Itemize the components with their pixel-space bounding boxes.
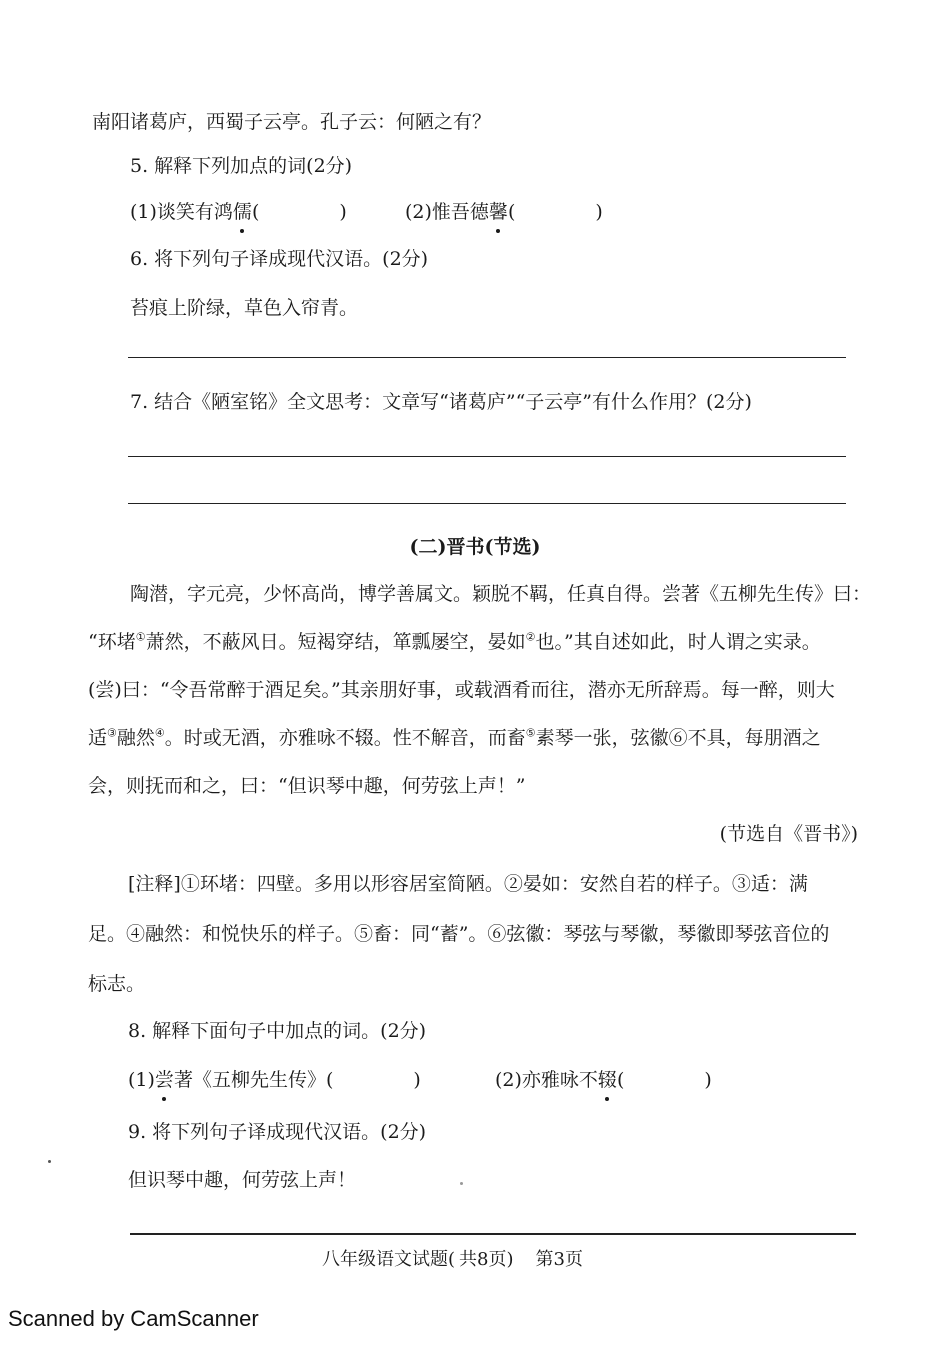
page-number: 第3页 [535, 1249, 583, 1270]
dotted-word: 尝 [155, 1066, 174, 1094]
answer-line[interactable] [128, 503, 846, 504]
item-text: (2)惟吾德 [405, 201, 489, 223]
item-text: (1) [128, 1069, 155, 1091]
passage-text: 。时或无酒，亦雅咏不辍。性不解音，而畜 [164, 727, 526, 749]
item-text: (1)谈笑有鸿 [130, 201, 233, 223]
scan-speck [48, 1160, 51, 1163]
notes-line: 标志。 [88, 973, 146, 995]
dotted-word: 儒 [233, 198, 252, 226]
notes-line: 足。④融然：和悦快乐的样子。⑤畜：同“蓄”。⑥弦徽：琴弦与琴徽，琴徽即琴弦音位的 [88, 923, 830, 945]
total-pages: 共8页) [459, 1249, 514, 1270]
answer-line[interactable] [128, 456, 846, 457]
passage-line [88, 628, 821, 656]
dotted-word: 馨 [489, 198, 508, 226]
item-text: (2)亦雅咏不 [495, 1069, 598, 1091]
footnote-marker: ③ [107, 726, 117, 740]
question-8-prompt: 8. 解释下面句子中加点的词。(2分) [128, 1020, 427, 1042]
answer-open-paren: ( [507, 201, 516, 223]
footnote-marker: ④ [154, 726, 165, 740]
page-footer [322, 1248, 583, 1272]
footnote-marker: ② [525, 630, 536, 644]
passage-text: 适 [88, 727, 108, 749]
footer-rule [130, 1233, 856, 1235]
question-9-prompt: 9. 将下列句子译成现代汉语。(2分) [128, 1121, 427, 1143]
item-text: 著《五柳先生传》( [173, 1069, 334, 1091]
answer-open-paren: ( [616, 1069, 625, 1091]
passage-text: 萧然，不蔽风日。短褐穿结，箪瓢屡空，晏如 [145, 631, 526, 653]
question-7-prompt: 7. 结合《陋室铭》全文思考：文章写“诸葛庐”“子云亭”有什么作用？(2分) [130, 391, 752, 413]
passage-line [88, 724, 821, 752]
exam-title: 八年级语文试题( [322, 1249, 456, 1270]
scanner-watermark: Scanned by CamScanner [8, 1306, 259, 1331]
footnote-marker: ⑤ [525, 726, 536, 740]
passage-text: 融然 [116, 727, 155, 749]
question-5-prompt: 5. 解释下列加点的词(2分) [130, 155, 353, 177]
passage-line: 会，则抚而和之，曰：“但识琴中趣，何劳弦上声！” [88, 775, 526, 797]
answer-close-paren: ) [339, 201, 347, 223]
question-5-item-2 [405, 198, 603, 226]
scan-speck [460, 1182, 463, 1185]
question-8-item-2 [495, 1066, 712, 1094]
question-8-item-1 [128, 1066, 421, 1094]
question-9-sentence: 但识琴中趣，何劳弦上声！ [128, 1169, 357, 1191]
answer-close-paren: ) [704, 1069, 712, 1091]
answer-open-paren: ( [251, 201, 260, 223]
question-6-prompt: 6. 将下列句子译成现代汉语。(2分) [130, 248, 429, 270]
passage-text: 也。”其自述如此，时人谓之实录。 [535, 631, 821, 653]
answer-close-paren: ) [595, 201, 603, 223]
answer-line[interactable] [128, 357, 846, 358]
passage-line: (尝)曰：“令吾常醉于酒足矣。”其亲朋好事，或载酒肴而往，潜亦无所辞焉。每一醉，则大 [88, 679, 835, 701]
passage-source: (节选自《晋书》) [719, 823, 858, 845]
footnote-marker: ① [135, 630, 146, 644]
poem-closing-line: 南阳诸葛庐，西蜀子云亭。孔子云：何陋之有？ [92, 111, 492, 133]
passage-line: 陶潜，字元亮，少怀高尚，博学善属文。颖脱不羁，任真自得。尝著《五柳先生传》曰： [130, 583, 872, 605]
passage-text: 素琴一张，弦徽⑥不具，每朋酒之 [535, 727, 821, 749]
answer-close-paren: ) [413, 1069, 421, 1091]
dotted-word: 辍 [598, 1066, 617, 1094]
passage-text: “环堵 [88, 631, 136, 653]
question-5-item-1 [130, 198, 347, 226]
question-6-sentence: 苔痕上阶绿，草色入帘青。 [130, 297, 359, 319]
section-title: (二)晋书(节选) [409, 536, 541, 558]
notes-line: [注释]①环堵：四壁。多用以形容居室简陋。②晏如：安然自若的样子。③适：满 [128, 873, 808, 895]
